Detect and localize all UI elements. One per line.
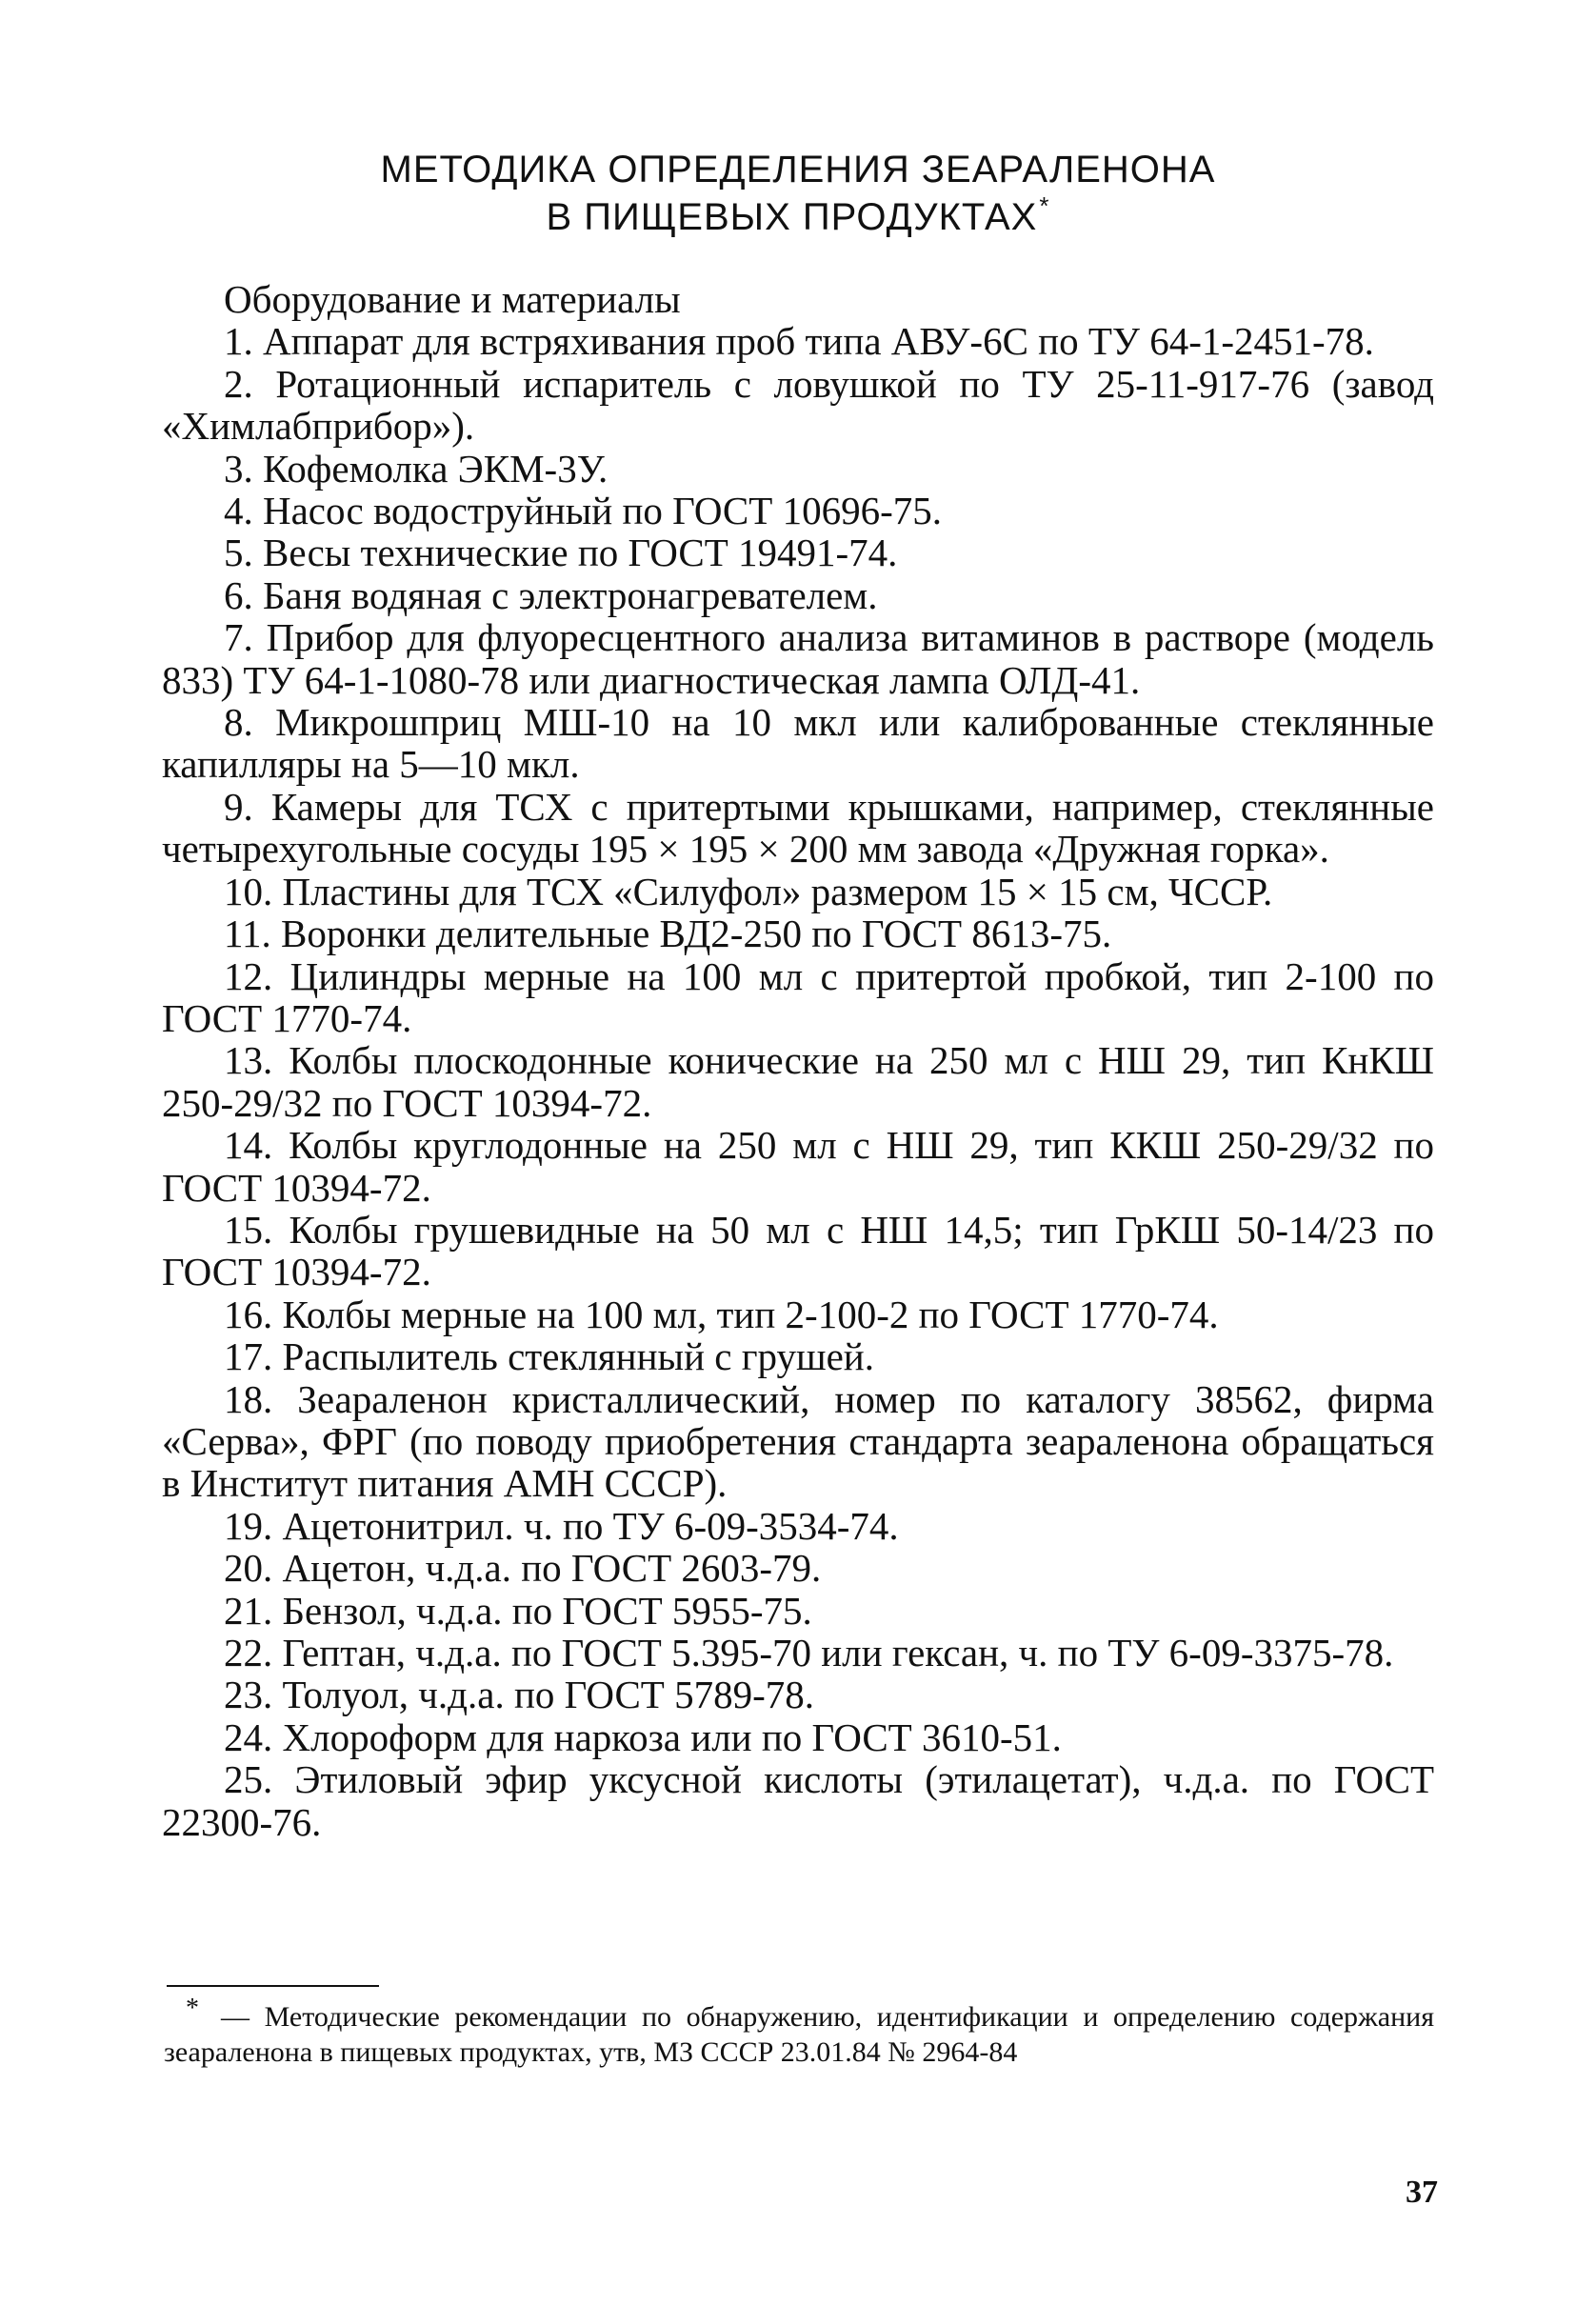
list-item: 17. Распылитель стеклянный с грушей. xyxy=(224,1334,874,1379)
title-footnote-marker: * xyxy=(1039,191,1050,220)
section-heading: Оборудование и материалы xyxy=(224,277,681,321)
list-item: 16. Колбы мерные на 100 мл, тип 2-100-2 по ГОСТ 1770-74. xyxy=(224,1292,1219,1336)
list-item: 8. Микрошприц МШ-10 на 10 мкл или калиброванные стеклянные капилляры на 5—10 мкл. xyxy=(162,700,1434,787)
list-item: 3. Кофемолка ЭКМ-3У. xyxy=(224,446,608,491)
page-number: 37 xyxy=(1406,2175,1438,2210)
list-item: 11. Воронки делительные ВД2-250 по ГОСТ 8613-75. xyxy=(224,912,1112,956)
list-item: 12. Цилиндры мерные на 100 мл с притертой пробкой, тип 2-100 по ГОСТ 1770-74. xyxy=(162,953,1434,1040)
list-item: 14. Колбы круглодонные на 250 мл с НШ 29, тип ККШ 250-29/32 по ГОСТ 10394-72. xyxy=(162,1123,1434,1210)
list-item: 2. Ротационный испаритель с ловушкой по ТУ 25-11-917-76 (завод «Химлабприбор»). xyxy=(162,361,1434,449)
page-title-line-1: МЕТОДИКА ОПРЕДЕЛЕНИЯ ЗЕАРАЛЕНОНА xyxy=(380,149,1216,190)
list-item: 9. Камеры для ТСХ с притертыми крышками, например, стеклянные четырехугольные сосуды 195 × 195 × 200 мм завода «Дружная горка». xyxy=(162,784,1434,872)
list-item: 19. Ацетонитрил. ч. по ТУ 6-09-3534-74. xyxy=(224,1503,899,1548)
list-item: 15. Колбы грушевидные на 50 мл с НШ 14,5; тип ГрКШ 50-14/23 по ГОСТ 10394-72. xyxy=(162,1207,1434,1294)
footnote-divider xyxy=(167,1985,379,1987)
footnote-text: — Методические рекомендации по обнаружению, идентификации и определению содержания зеараленона в пищевых продуктах, утв, МЗ СССР 23.01.84 № 2964-84 xyxy=(164,2001,1434,2068)
footnote-marker: * xyxy=(186,1994,199,2023)
list-item: 24. Хлороформ для наркоза или по ГОСТ 3610-51. xyxy=(224,1714,1062,1759)
page-title-line-2-text: В ПИЩЕВЫХ ПРОДУКТАХ xyxy=(546,196,1038,238)
list-item: 10. Пластины для ТСХ «Силуфол» размером 15 × 15 см, ЧССР. xyxy=(224,869,1273,913)
list-item: 21. Бензол, ч.д.а. по ГОСТ 5955-75. xyxy=(224,1588,812,1633)
list-item: 4. Насос водоструйный по ГОСТ 10696-75. xyxy=(224,489,942,533)
list-item: 7. Прибор для флуоресцентного анализа витаминов в растворе (модель 833) ТУ 64-1-1080-78 или диагностическая лампа ОЛД-41. xyxy=(162,615,1434,702)
list-item: 13. Колбы плоскодонные конические на 250 мл с НШ 29, тип КнКШ 250-29/32 по ГОСТ 10394-72. xyxy=(162,1038,1434,1125)
document-body xyxy=(162,278,1434,1843)
list-item: 5. Весы технические по ГОСТ 19491-74. xyxy=(224,531,898,575)
page-title-line-2 xyxy=(0,191,1596,243)
footnote xyxy=(164,1994,1434,2070)
list-item: 1. Аппарат для встряхивания проб типа АВУ-6С по ТУ 64-1-2451-78. xyxy=(224,319,1374,364)
list-item: 20. Ацетон, ч.д.а. по ГОСТ 2603-79. xyxy=(224,1546,822,1591)
list-item: 23. Толуол, ч.д.а. по ГОСТ 5789-78. xyxy=(224,1673,814,1717)
list-item: 25. Этиловый эфир уксусной кислоты (этилацетат), ч.д.а. по ГОСТ 22300-76. xyxy=(162,1757,1434,1844)
list-item: 22. Гептан, ч.д.а. по ГОСТ 5.395-70 или гексан, ч. по ТУ 6-09-3375-78. xyxy=(224,1631,1394,1674)
list-item: 18. Зеараленон кристаллический, номер по каталогу 38562, фирма «Серва», ФРГ (по поводу приобретения стандарта зеараленона обращаться в Институт питания АМН СССР). xyxy=(162,1376,1434,1506)
list-item: 6. Баня водяная с электронагревателем. xyxy=(224,572,878,617)
